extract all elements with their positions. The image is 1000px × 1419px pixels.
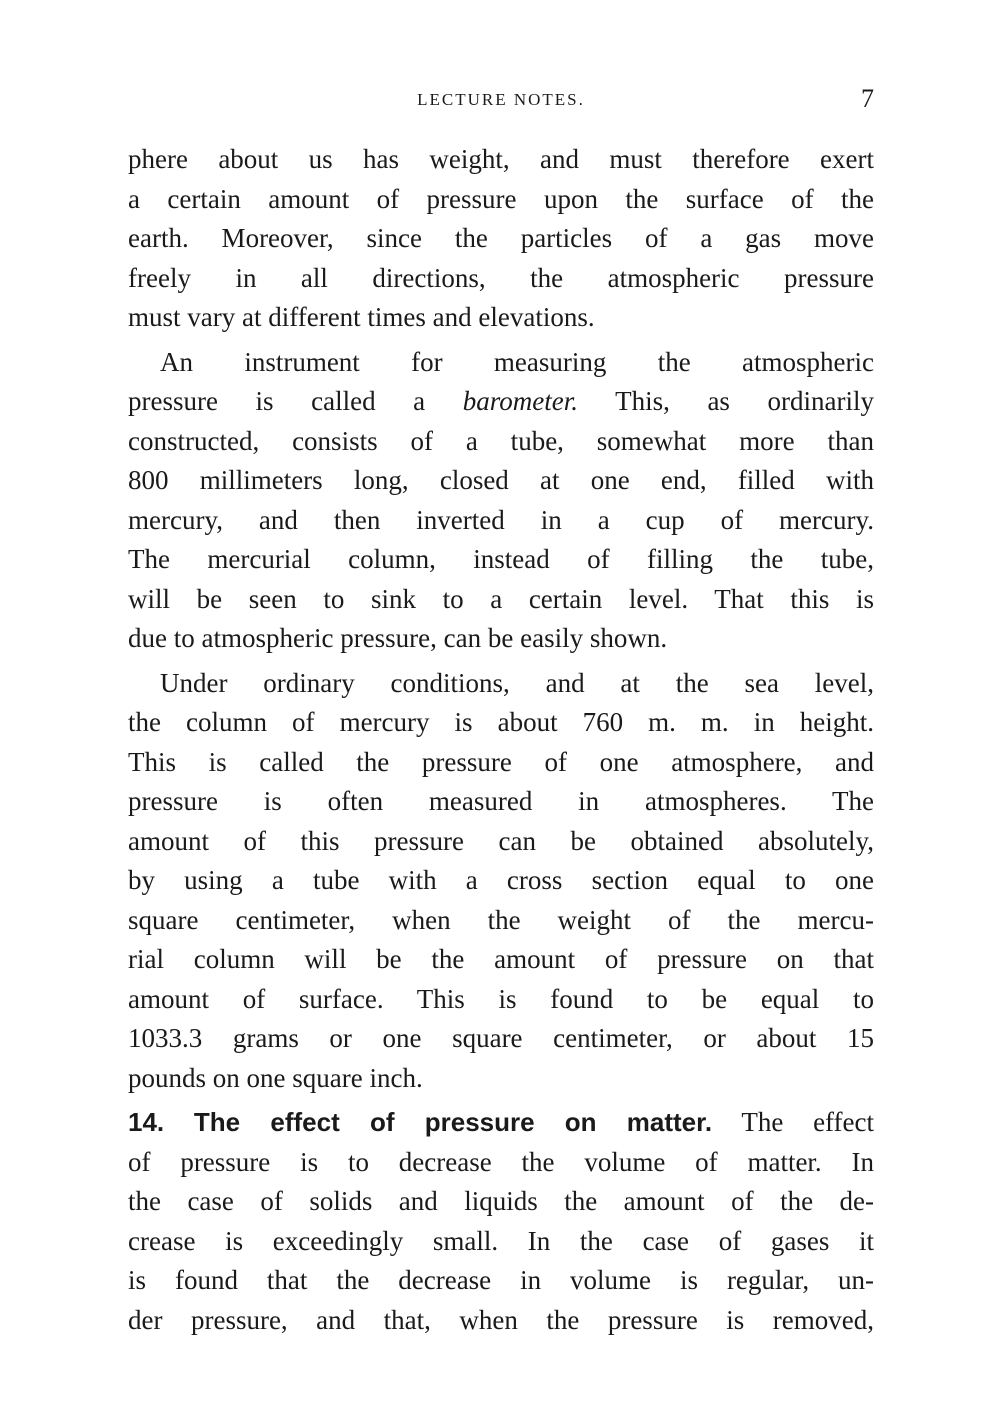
text-line: mercury, and then inverted in a cup of mercury. — [128, 504, 874, 535]
text-line: will be seen to sink to a certain level. That this is — [128, 583, 874, 614]
text-run: The effect — [712, 1107, 875, 1137]
text-run: This, as ordinarily — [578, 386, 874, 416]
text-line: pounds on one square inch. — [128, 1062, 423, 1093]
text-line: the column of mercury is about 760 m. m. in height. — [128, 707, 874, 737]
text-line: pressure is often measured in atmospheres. The — [128, 786, 874, 816]
text-run: pressure is called a — [128, 386, 463, 416]
page-header — [128, 84, 874, 120]
text-line: crease is exceedingly small. In the case of gases it — [128, 1225, 874, 1256]
text-line: The mercurial column, instead of filling the tube, — [128, 544, 874, 574]
paragraph — [128, 140, 874, 338]
text-line: freely in all directions, the atmospheric pressure — [128, 262, 874, 293]
text-line: is found that the decrease in volume is regular, un- — [128, 1265, 874, 1295]
section-heading-line — [128, 1103, 874, 1143]
text-line: must vary at different times and elevations. — [128, 302, 595, 332]
section-paragraph — [128, 1103, 874, 1340]
text-line: the case of solids and liquids the amount of the de- — [128, 1186, 874, 1216]
text-line: square centimeter, when the weight of the mercu- — [128, 904, 874, 935]
text-line: of pressure is to decrease the volume of matter. In — [128, 1146, 874, 1177]
text-line: 800 millimeters long, closed at one end, filled with — [128, 465, 874, 495]
section-title: The effect of pressure on matter. — [193, 1107, 713, 1137]
paragraph — [128, 664, 874, 1099]
body-text — [128, 140, 874, 1340]
text-line: der pressure, and that, when the pressure is removed, — [128, 1304, 874, 1335]
text-line: An instrument for measuring the atmospheric — [160, 346, 874, 377]
text-line: 1033.3 grams or one square centimeter, or about 15 — [128, 1023, 874, 1053]
italic-term: barometer. — [462, 386, 579, 416]
text-line: constructed, consists of a tube, somewhat more than — [128, 425, 874, 456]
text-line-with-term — [128, 382, 874, 422]
text-line: This is called the pressure of one atmosphere, and — [128, 746, 874, 777]
text-line: Under ordinary conditions, and at the sea level, — [160, 667, 874, 698]
text-line: phere about us has weight, and must therefore exert — [128, 144, 874, 174]
text-line: rial column will be the amount of pressure on that — [128, 944, 874, 974]
text-line: amount of this pressure can be obtained absolutely, — [128, 825, 874, 856]
running-head: LECTURE NOTES. — [417, 90, 585, 109]
page-number: 7 — [861, 84, 874, 113]
text-line: earth. Moreover, since the particles of a gas move — [128, 223, 874, 253]
text-line: a certain amount of pressure upon the surface of the — [128, 183, 874, 214]
text-line: by using a tube with a cross section equal to one — [128, 865, 874, 895]
text-line: amount of surface. This is found to be equal to — [128, 983, 874, 1014]
paragraph — [128, 343, 874, 659]
text-line: due to atmospheric pressure, can be easily shown. — [128, 623, 668, 653]
section-number: 14. — [128, 1107, 165, 1137]
